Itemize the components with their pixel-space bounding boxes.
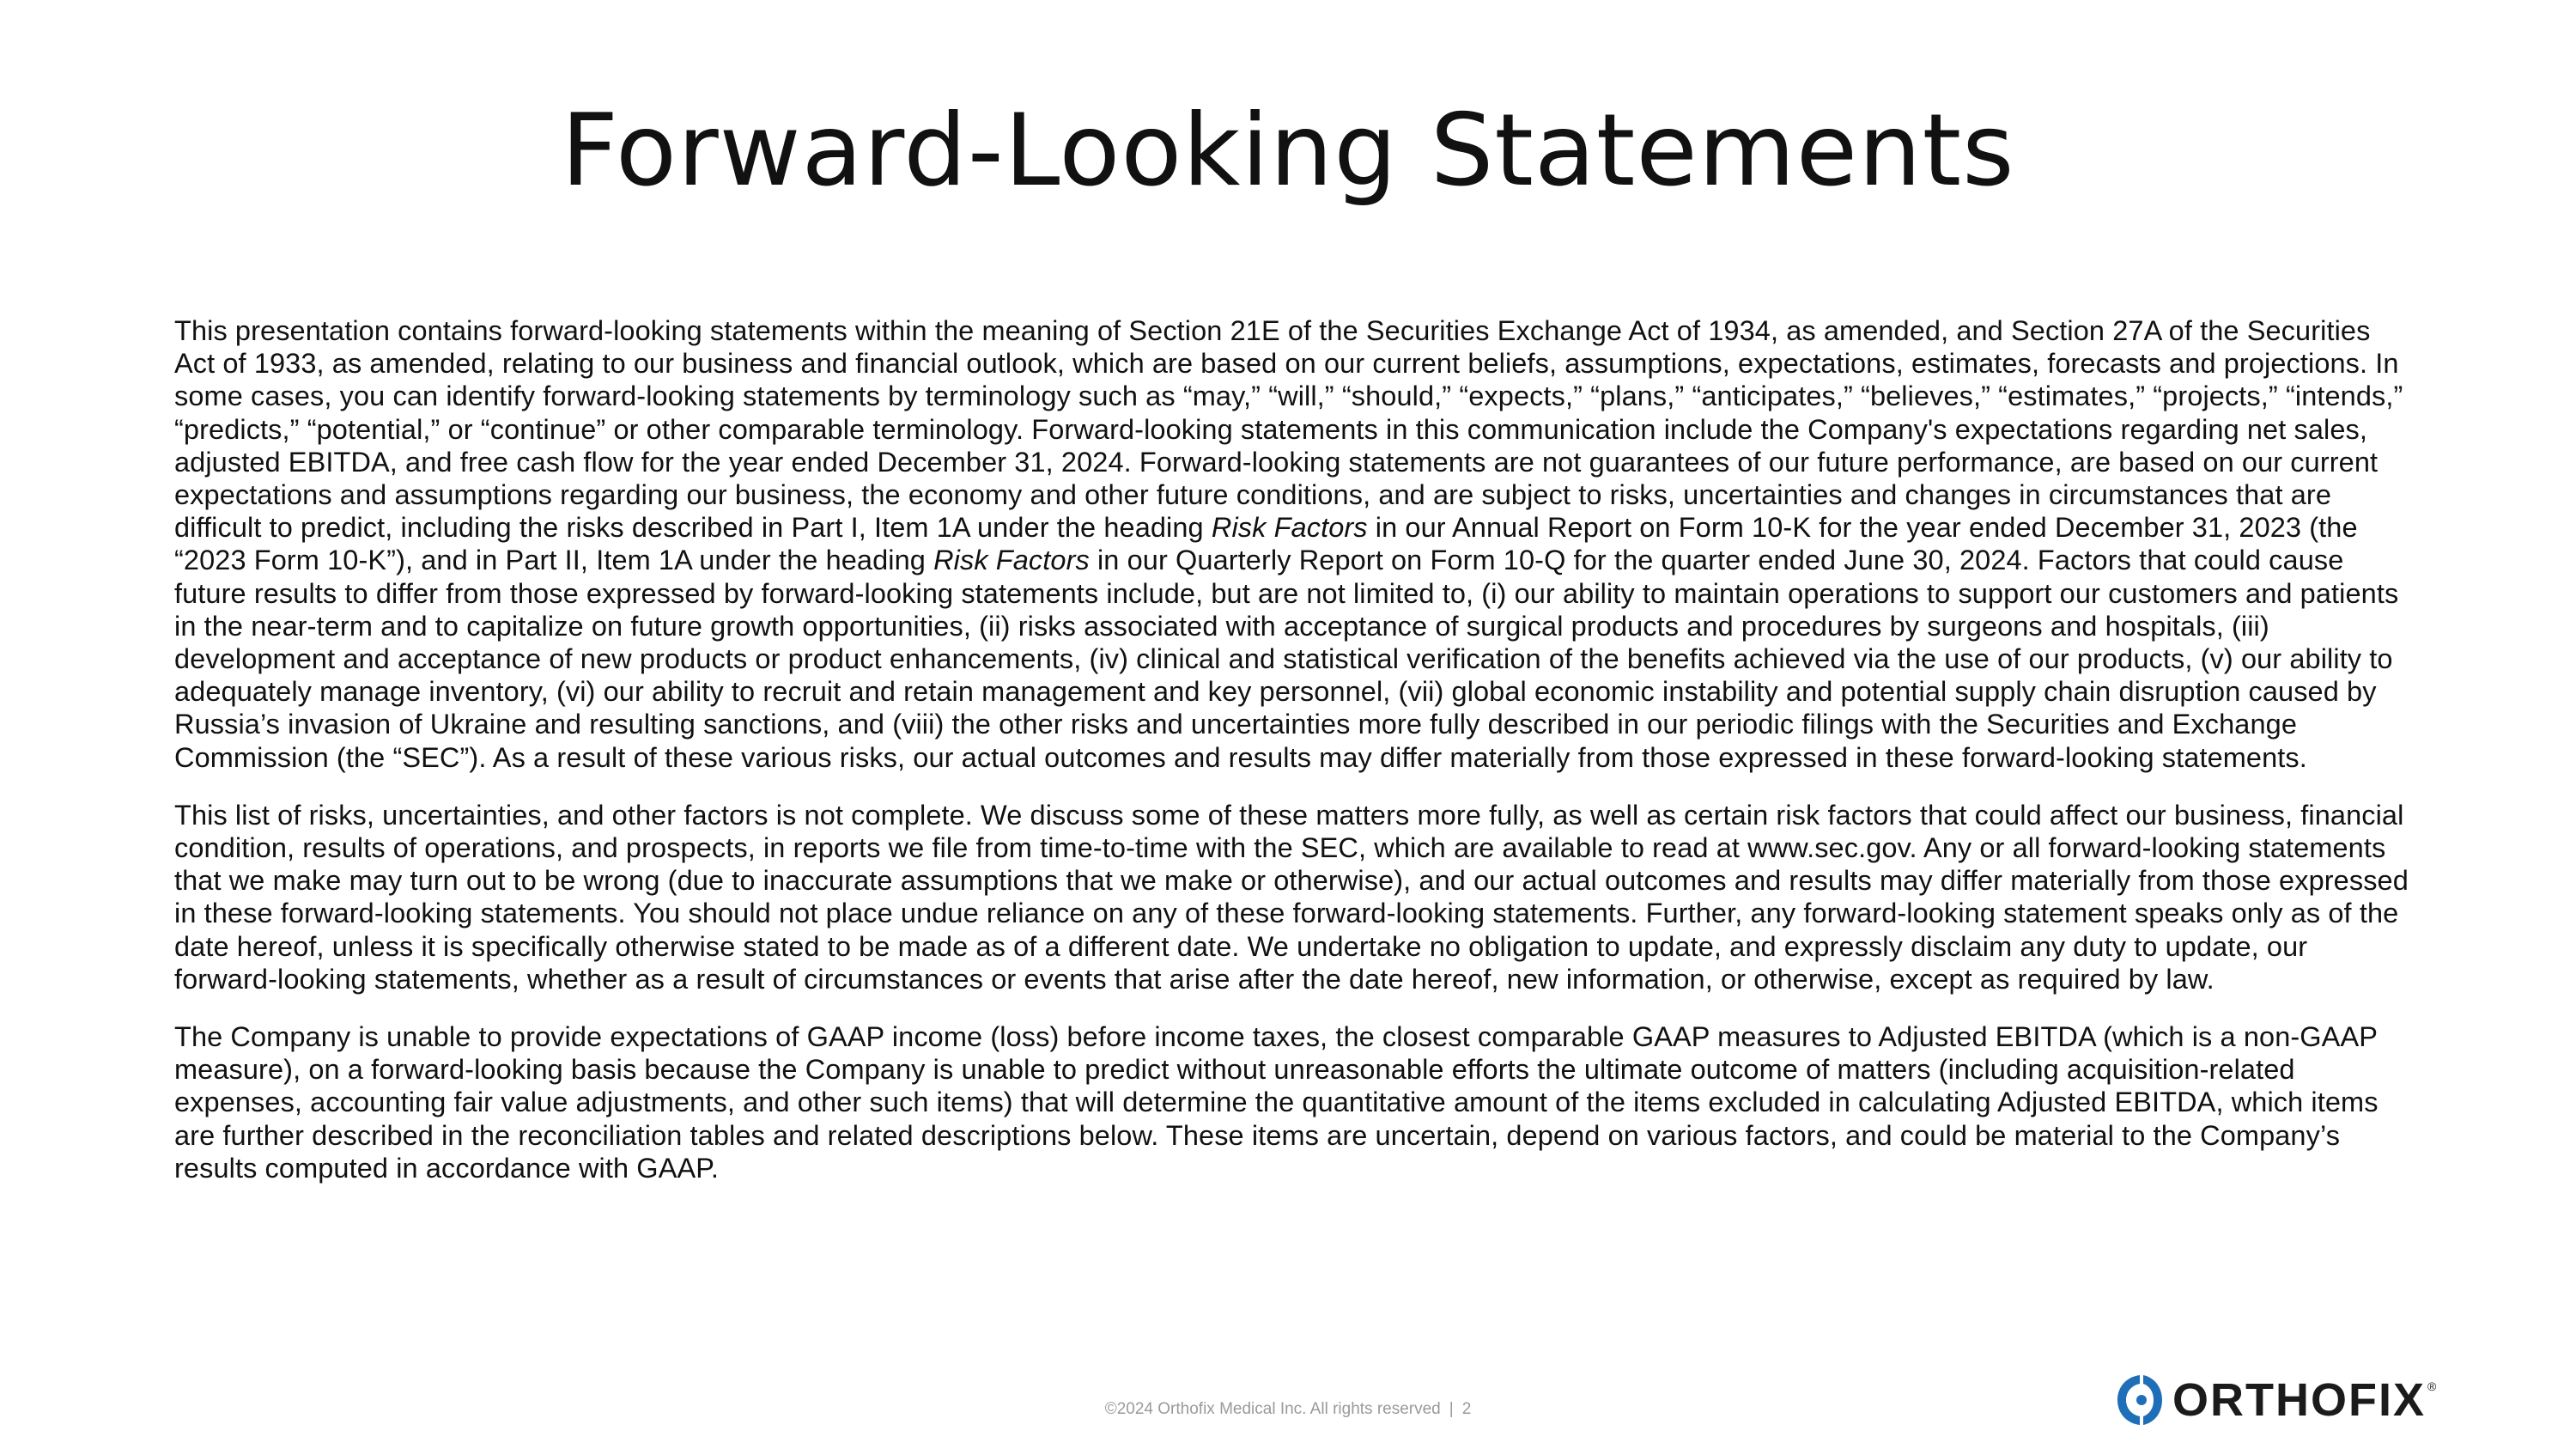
page-title: Forward-Looking Statements bbox=[561, 93, 2015, 209]
orthofix-logo bbox=[2114, 1367, 2436, 1433]
footer-copyright: ©2024 Orthofix Medical Inc. All rights reserved bbox=[1104, 1400, 1441, 1418]
paragraph-1-part-b: in our Annual Report on Form 10-K for the year ended December 31, 2023 (the “2023 Form 10-K”), and in Part II, Item 1A under the heading bbox=[174, 512, 2358, 576]
risk-factors-italic-1: Risk Factors bbox=[1211, 512, 1368, 544]
paragraph-1-part-a: This presentation contains forward-looking statements within the meaning of Section 21E of the Securities Exchange Act of 1934, as amended, and Section 27A of the Securities Act of 1933, as amended, relating to our business and financial outlook, which are based on our current beliefs, assumptions, expectations, estimates, forecasts and projections. In some cases, you can identify forward-looking statements by terminology such as “may,” “will,” “should,” “expects,” “plans,” “anticipates,” “believes,” “estimates,” “projects,” “intends,” “predicts,” “potential,” or “continue” or other comparable terminology. Forward-looking statements in this communication include the Company's expectations regarding net sales, adjusted EBITDA, and free cash flow for the year ended December 31, 2024. Forward-looking statements are not guarantees of our future performance, are based on our current expectations and assumptions regarding our business, the economy and other future conditions, and are subject to risks, uncertainties and changes in circumstances that are difficult to predict, including the risks described in Part I, Item 1A under the heading bbox=[174, 315, 2403, 544]
orthofix-logo-icon bbox=[2114, 1372, 2166, 1428]
paragraph-risk-list: This list of risks, uncertainties, and other factors is not complete. We discuss some of these matters more fully, as well as certain risk factors that could affect our business, financial condition, results of operations, and prospects, in reports we file from time-to-time with the SEC, which are available to read at www.sec.gov. Any or all forward-looking statements that we make may turn out to be wrong (due to inaccurate assumptions that we make or otherwise), and our actual outcomes and results may differ materially from those expressed in these forward-looking statements. You should not place undue reliance on any of these forward-looking statements. Further, any forward-looking statement speaks only as of the date hereof, unless it is specifically otherwise stated to be made as of a different date. We undertake no obligation to update, and expressly disclaim any duty to update, our forward-looking statements, whether as a result of circumstances or events that arise after the date hereof, new information, or otherwise, except as required by law. bbox=[174, 799, 2409, 995]
paragraph-forward-looking bbox=[174, 314, 2415, 774]
paragraph-gaap: The Company is unable to provide expectations of GAAP income (loss) before income taxes, the closest comparable GAAP measures to Adjusted EBITDA (which is a non-GAAP measure), on a forward-looking basis because the Company is unable to predict without unreasonable efforts the ultimate outcome of matters (including acquisition-related expenses, accounting fair value adjustments, and other such items) that will determine the quantitative amount of the items excluded in calculating Adjusted EBITDA, which items are further described in the reconciliation tables and related descriptions below. These items are uncertain, depend on various factors, and could be material to the Company’s results computed in accordance with GAAP. bbox=[174, 1021, 2379, 1184]
risk-factors-italic-2: Risk Factors bbox=[933, 545, 1090, 576]
body-text bbox=[174, 314, 2415, 1209]
footer-separator: | bbox=[1449, 1400, 1454, 1418]
logo-wordmark: ORTHOFIX bbox=[2172, 1374, 2426, 1426]
logo-registered: ® bbox=[2427, 1379, 2437, 1393]
page-number: 2 bbox=[1461, 1400, 1472, 1418]
paragraph-1-part-c: in our Quarterly Report on Form 10-Q for the quarter ended June 30, 2024. Factors that could cause future results to differ from those expressed by forward-looking statements include, but are not limited to, (i) our ability to maintain operations to support our customers and patients in the near-term and to capitalize on future growth opportunities, (ii) risks associated with acceptance of surgical products and procedures by surgeons and hospitals, (iii) development and acceptance of new products or product enhancements, (iv) clinical and statistical verification of the benefits achieved via the use of our products, (v) our ability to adequately manage inventory, (vi) our ability to recruit and retain management and key personnel, (vii) global economic instability and potential supply chain disruption caused by Russia’s invasion of Ukraine and resulting sanctions, and (viii) the other risks and uncertainties more fully described in our periodic filings with the Securities and Exchange Commission (the “SEC”). As a result of these various risks, our actual outcomes and results may differ materially from those expressed in these forward-looking statements. bbox=[174, 545, 2399, 773]
